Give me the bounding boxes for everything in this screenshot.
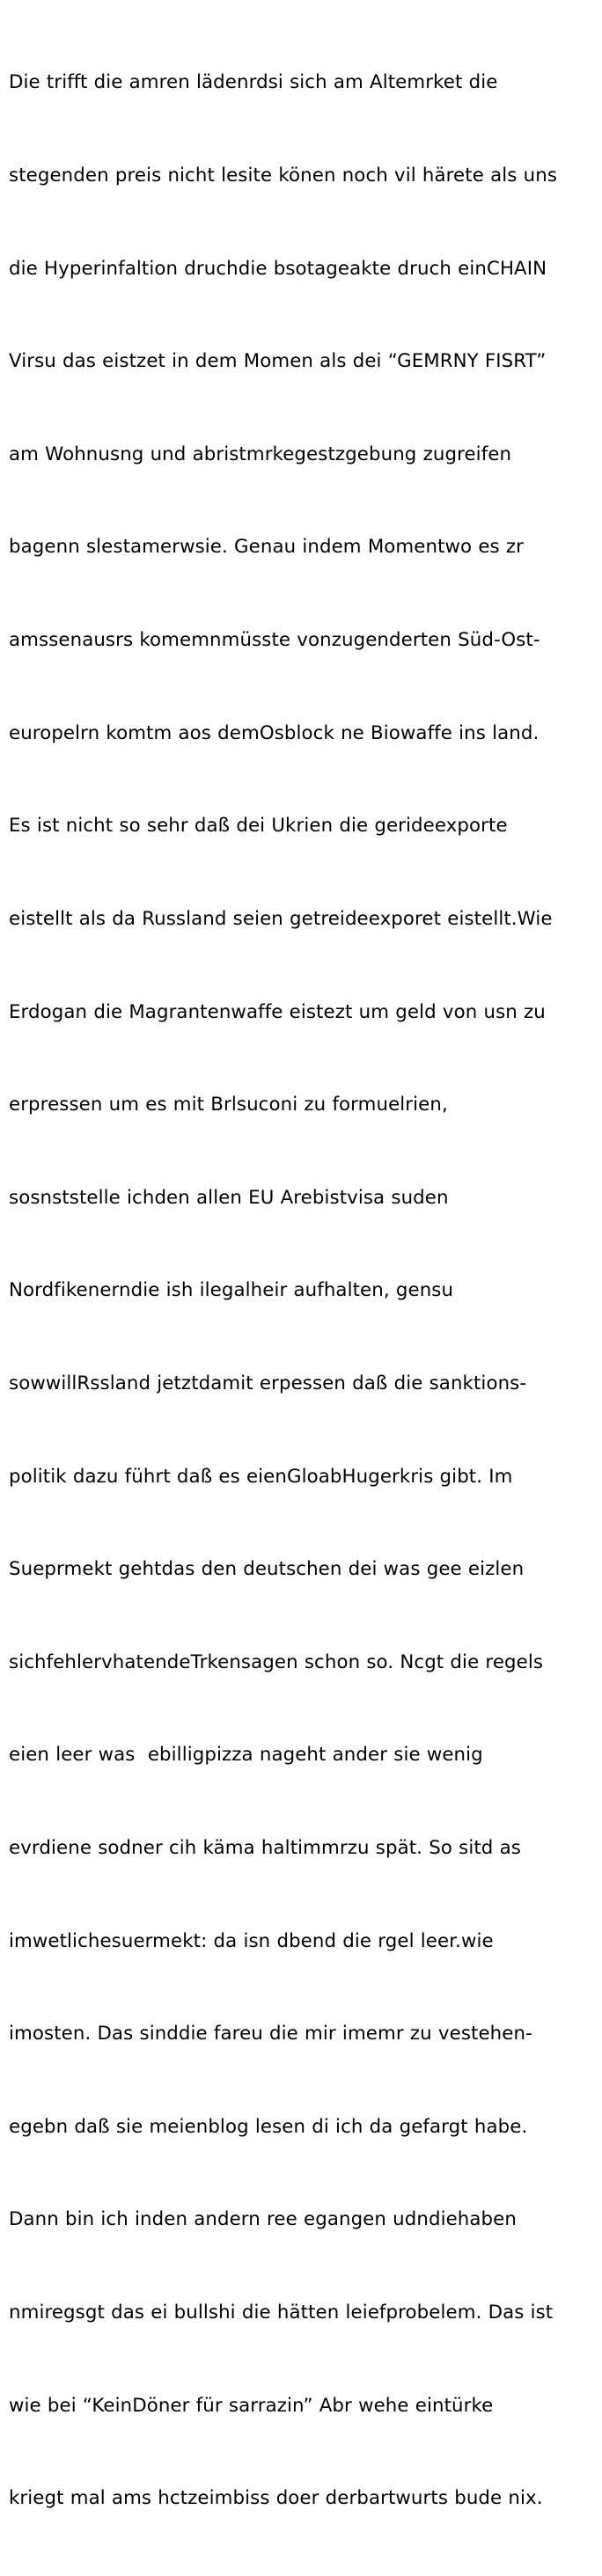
text-line: egebn daß sie meienblog lesen di ich da gefargt habe. (9, 2115, 528, 2138)
text-line: evrdiene sodner cih käma haltimmrzu spät. So sitd as (9, 1836, 521, 1859)
text-line: sichfehlervhatendeTrkensagen schon so. Ncgt die regels (9, 1650, 544, 1673)
text-line: Virsu das eistzet in dem Momen als dei “GEMRNY FISRT” (9, 350, 547, 373)
text-line: Erdogan die Magrantenwaffe eistezt um geld von usn zu (9, 1000, 546, 1023)
text-line: wie bei “KeinDöner für sarrazin” Abr wehe eintürke (9, 2394, 494, 2417)
text-line: Die trifft die amren lädenrdsi sich am Altemrket die (9, 71, 498, 94)
document-body-text (9, 5, 595, 2576)
text-line: imosten. Das sinddie fareu die mir imemr zu vestehen- (9, 2023, 532, 2045)
text-line: stegenden preis nicht lesite könen noch vil härete als uns (9, 165, 558, 187)
text-line: am Wohnusng und abristmrkegestzgebung zugreifen (9, 443, 512, 465)
text-line: eistellt als da Russland seien getreideexporet eistellt.Wie (9, 907, 553, 930)
text-line: sowwillRssland jetztdamit erpessen daß die sanktions- (9, 1372, 527, 1394)
text-line: eien leer was ebilligpizza nageht ander sie wenig (9, 1744, 483, 1767)
text-line: bagenn slestamerwsie. Genau indem Momentwo es zr (9, 536, 525, 559)
text-line: erpressen um es mit Brlsuconi zu formuelrien, (9, 1094, 448, 1116)
text-line: politik dazu führt daß es eienGloabHugerkris gibt. Im (9, 1465, 513, 1488)
text-line: sosnststelle ichden allen EU Arebistvisa suden (9, 1186, 449, 1209)
text-line: kriegt mal ams hctzeimbiss doer derbartwurts bude nix. (9, 2487, 543, 2510)
text-line: europelrn komtm aos demOsblock ne Biowaffe ins land. (9, 721, 540, 744)
text-line: Dann bin ich inden andern ree egangen udndiehaben (9, 2208, 517, 2231)
text-line: Es ist nicht so sehr daß dei Ukrien die gerideexporte (9, 815, 508, 838)
text-line: Sueprmekt gehtdas den deutschen dei was gee eizlen (9, 1558, 525, 1581)
text-line: imwetlichesuermekt: da isn dbend die rgel leer.wie (9, 1929, 494, 1952)
text-line: amssenausrs komemnmüsste vonzugenderten Süd-Ost- (9, 629, 540, 652)
text-line: die Hyperinfaltion druchdie bsotageakte druch einCHAIN (9, 257, 547, 280)
text-line: nmiregsgt das ei bullshi die hätten leiefprobelem. Das ist (9, 2302, 554, 2324)
text-line: Nordfikenerndie ish ilegalheir aufhalten, gensu (9, 1279, 454, 1302)
